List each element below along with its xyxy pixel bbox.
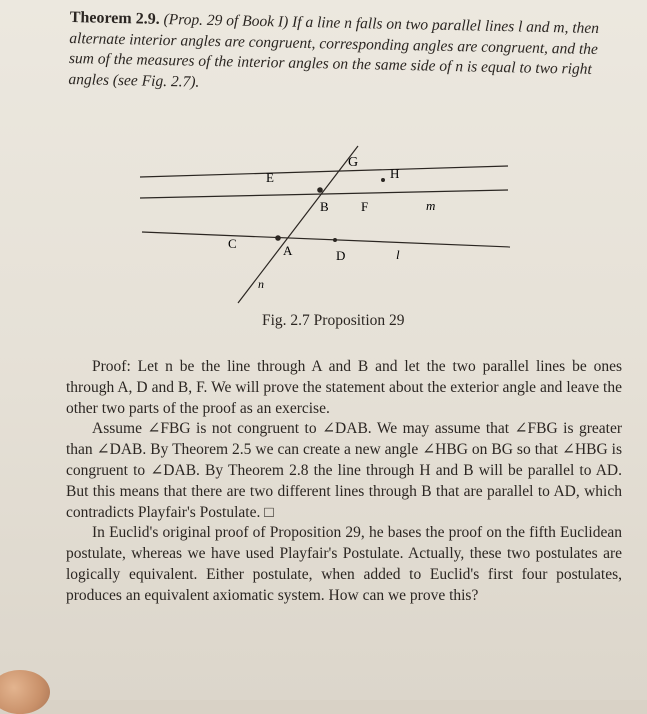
proof-text	[66, 357, 622, 607]
line-through-h	[140, 166, 508, 177]
figure-2-7	[130, 140, 530, 315]
label-g: G	[348, 155, 359, 170]
label-h: H	[390, 166, 400, 181]
label-n: n	[258, 277, 264, 291]
label-d: D	[336, 248, 346, 263]
theorem-statement	[68, 8, 620, 102]
theorem-label: Theorem 2.9.	[69, 8, 160, 28]
figure-caption: Fig. 2.7 Proposition 29	[262, 312, 405, 329]
label-f: F	[361, 199, 369, 214]
point-a	[275, 235, 281, 241]
point-b	[317, 187, 323, 193]
point-h	[381, 178, 385, 182]
line-l	[142, 232, 510, 247]
finger-thumb	[0, 670, 50, 714]
line-n	[238, 146, 358, 303]
label-b: B	[320, 199, 329, 214]
point-d	[333, 238, 337, 242]
label-a: A	[283, 243, 293, 258]
label-l: l	[396, 247, 400, 262]
theorem-text: (Prop. 29 of Book I) If a line n falls on two parallel lines l and m, then alternate interior angles are congruent, corresponding angles are congruent, and the sum of the measures of the interior angles on the same side of n is equal to two right angles (see Fig. 2.7).	[68, 10, 600, 91]
paragraph-euclid: In Euclid's original proof of Proposition 29, he bases the proof on the fifth Euclidean postulate, whereas we have used Playfair's Postulate. Actually, these two postulates are logically equivalent. Either postulate, when added to Euclid's first four postulates, produces an equivalent axiomatic system. How can we prove this?	[66, 524, 622, 604]
label-c: C	[228, 236, 237, 251]
paragraph-assume: Assume ∠FBG is not congruent to ∠DAB. We may assume that ∠FBG is greater than ∠DAB. By Theorem 2.5 we can create a new angle ∠HBG on BG so that ∠HBG is congruent to ∠DAB. By Theorem 2.8 the line through H and B will be parallel to AD. But this means that there are two different lines through B that are parallel to AD, which contradicts Playfair's Postulate. □	[66, 420, 622, 521]
label-m: m	[426, 198, 436, 213]
paragraph-proof: Proof: Let n be the line through A and B and let the two parallel lines be ones through A, D and B, F. We will prove the statement about the exterior angle and leave the other two parts of the proof as an exercise.	[66, 358, 622, 417]
label-e: E	[266, 170, 274, 185]
